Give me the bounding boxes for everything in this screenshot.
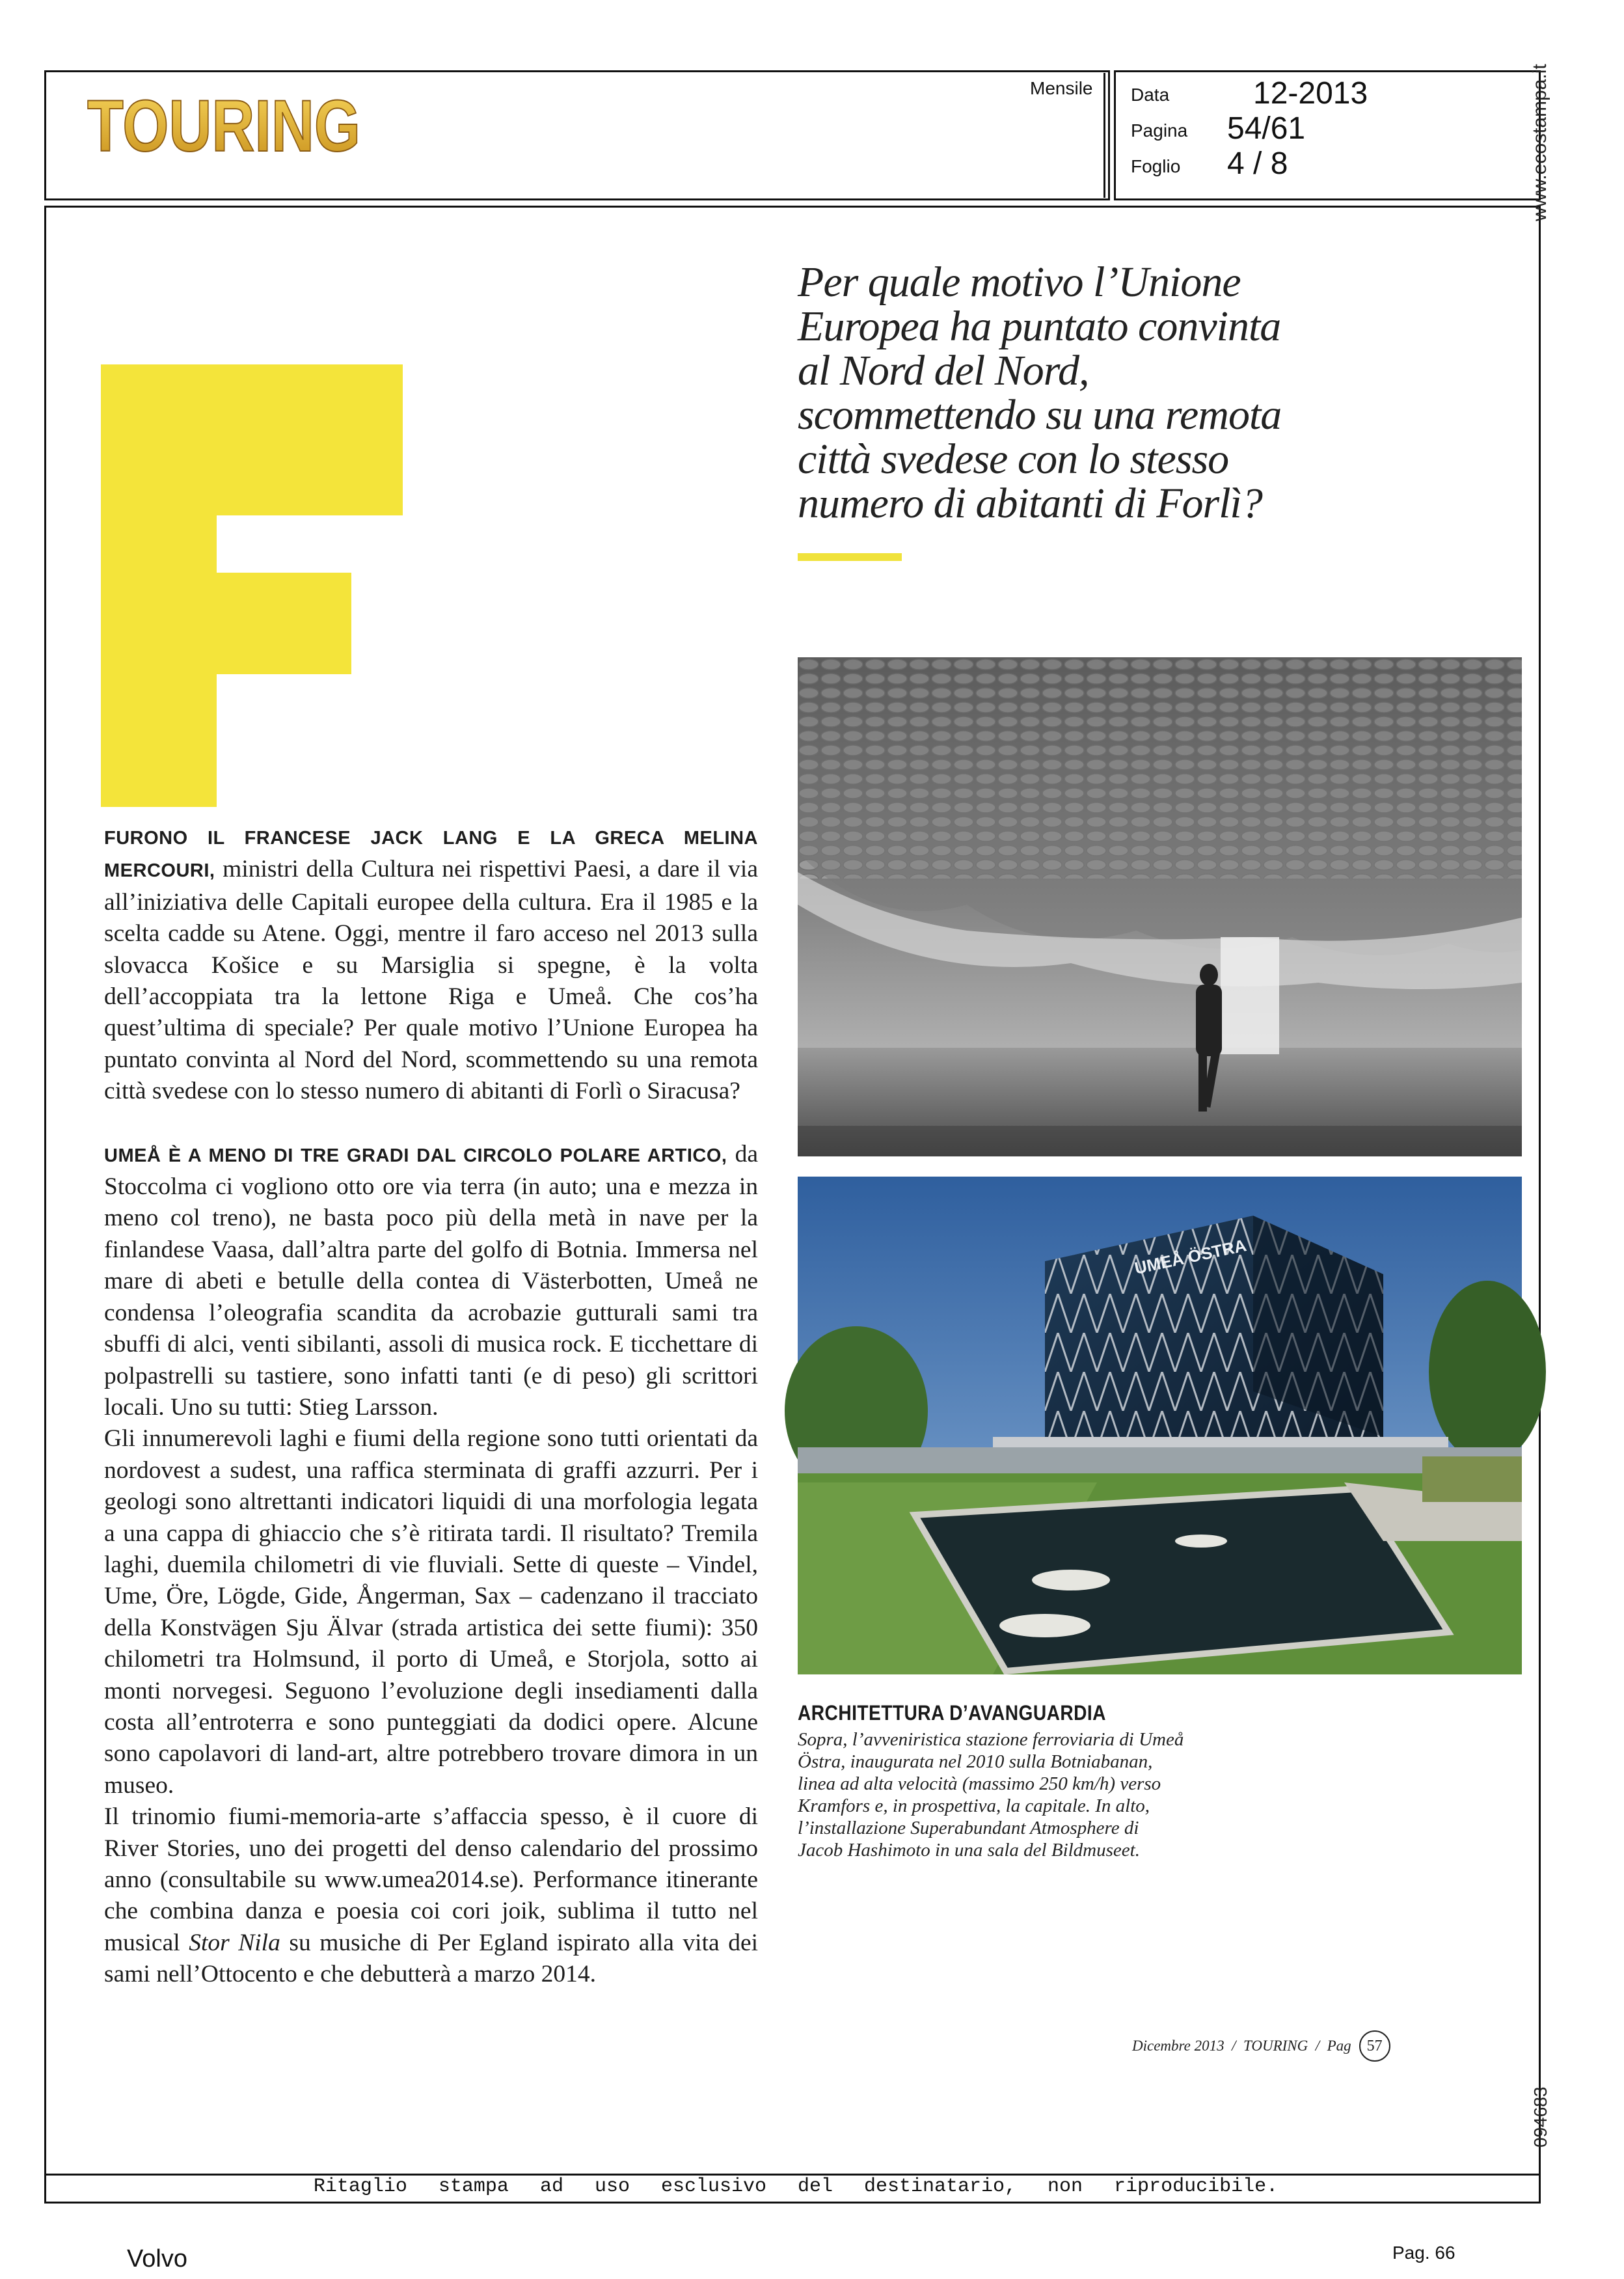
paragraph-3: Gli innumerevoli laghi e fiumi della regione sono tutti orientati da nordovest a sudest, una raffica sterminata di graffi azzurri. Per i geologi sono altrettanti indicatori liquidi di una morfologia legata a una cappa di ghiaccio che s’è ritirata tardi. Il risultato? Tremila laghi, duemila chilometri di vie fluviali. Sette di queste – Vindel, Ume, Öre, Lögde, Gide, Ångerman, Sax – cadenzano il tracciato della Konstvägen Sju Älvar (strada artistica dei sette fiumi): 350 chilometri tra Holmsund, il porto di Umeå, e Storjola, sotto ai monti norvegesi. Seguono l’evoluzione degli insediamenti dalla costa all’entroterra e sono punteggiati da dodici opere. Alcune sono capolavori di land-art, altre potrebbero trovare dimora in un museo. <box>104 1425 758 1799</box>
header-divider <box>1103 73 1105 198</box>
foglio-value: 4 / 8 <box>1227 146 1288 181</box>
footer-page: Pag. 66 <box>1392 2243 1455 2263</box>
data-value: 12-2013 <box>1253 76 1368 111</box>
pagina-label: Pagina <box>1131 120 1188 141</box>
dropcap-mid-bar <box>101 573 351 674</box>
foglio-label: Foglio <box>1131 156 1181 176</box>
paragraph-4-b: su musiche di Per Egland ispirato alla vita dei sami nell’Ottocento e che debutterà a marzo 2014. <box>104 1929 759 1988</box>
frequency-label: Mensile <box>1030 78 1093 98</box>
side-code: 094683 <box>1530 2086 1550 2148</box>
photo-installation-image <box>798 657 1522 1156</box>
paragraph-2 <box>104 1139 758 1424</box>
touring-logo <box>85 83 364 168</box>
paragraph-1-body: ministri della Cultura nei rispettivi Paesi, a dare il via all’iniziativa delle Capitali europee della cultura. Era il 1985 e la scelta cadde su Atene. Oggi, mentre il faro acceso nel 2013 sulla slovacca Košice e su Marsiglia si spegne, è la volta dell’accoppiata tra la lettone Riga e Umeå. Che cos’ha quest’ultima di speciale? Per quale motivo l’Unione Europea ha puntato convinta al Nord del Nord, scommettendo su una remota città svedese con lo stesso numero di abitanti di Forlì o Siracusa? <box>104 856 758 1105</box>
lede-rule <box>798 553 902 561</box>
station-sign: UMEÅ ÖSTRA <box>1133 1235 1249 1278</box>
paragraph-1 <box>104 821 758 1108</box>
paragraph-4-italic: Stor Nila <box>189 1929 280 1956</box>
dropcap-f <box>101 364 403 807</box>
data-label: Data <box>1131 85 1170 105</box>
caption-title: ARCHITETTURA D’AVANGUARDIA <box>798 1701 1106 1725</box>
footer-client: Volvo <box>127 2245 187 2272</box>
page-folio <box>1132 2030 1390 2062</box>
paragraph-2-lead: UMEÅ È A MENO DI TRE GRADI DAL CIRCOLO POLARE ARTICO, <box>104 1145 727 1166</box>
copyright-notice: Ritaglio stampa ad uso esclusivo del destinatario, non riproducibile. <box>313 2176 1279 2198</box>
lede-quote: Per quale motivo l’Unione Europea ha puntato convinta al Nord del Nord, scommettendo su una remota città svedese con lo stesso numero di abitanti di Forlì? <box>798 258 1282 527</box>
photo-installation <box>798 657 1522 1156</box>
folio-text: Dicembre 2013 / TOURING / Pag <box>1132 2038 1351 2054</box>
page-number: 57 <box>1359 2030 1390 2062</box>
pagina-value: 54/61 <box>1227 111 1306 146</box>
paragraph-4-a: Il trinomio fiumi-memoria-arte s’affaccia spesso, è il cuore di River Stories, uno dei progetti del denso calendario del prossimo anno (consultabile su www.umea2014.se). Performance itinerante che combina danza e poesia coi cori joik, sublima il tutto nel musical <box>104 1803 758 1956</box>
caption-text: Sopra, l’avveniristica stazione ferroviaria di Umeå Östra, inaugurata nel 2010 sulla Botniabanan, linea ad alta velocità (massimo 250 km/h) verso Kramfors e, in prospettiva, la capitale. In alto, l’installazione Superabundant Atmosphere di Jacob Hashimoto in una sala del Bildmuseet. <box>798 1729 1184 1861</box>
logo-text: TOURING <box>87 85 360 167</box>
photo-station <box>798 1177 1522 1674</box>
paragraph-1-lead: FURONO IL FRANCESE JACK LANG E LA GRECA MELINA MERCOURI, <box>104 828 758 882</box>
side-url: www.ecostampa.it <box>1529 64 1550 221</box>
paragraph-4 <box>104 1801 758 1990</box>
photo-station-image <box>798 1177 1522 1674</box>
paragraph-2-body: da Stoccolma ci vogliono otto ore via terra (in auto; una e mezza in meno col treno), ne basta poco più della metà in nave per la finlandese Vaasa, dall’altra parte del golfo di Botnia. Immersa nel mare di abeti e betulle della contea di Västerbotten, Umeå ne condensa l’oleografia scandita da acrobazie gutturali sami tra sbuffi di alci, venti sibilanti, assoli di musica rock. E ticchettare di polpastrelli su tastiere, sono infatti tanti (e di peso) gli scrittori locali. Uno su tutti: Stieg Larsson. <box>104 1140 758 1421</box>
dropcap-top-bar <box>101 364 403 515</box>
body-column <box>104 821 758 1991</box>
